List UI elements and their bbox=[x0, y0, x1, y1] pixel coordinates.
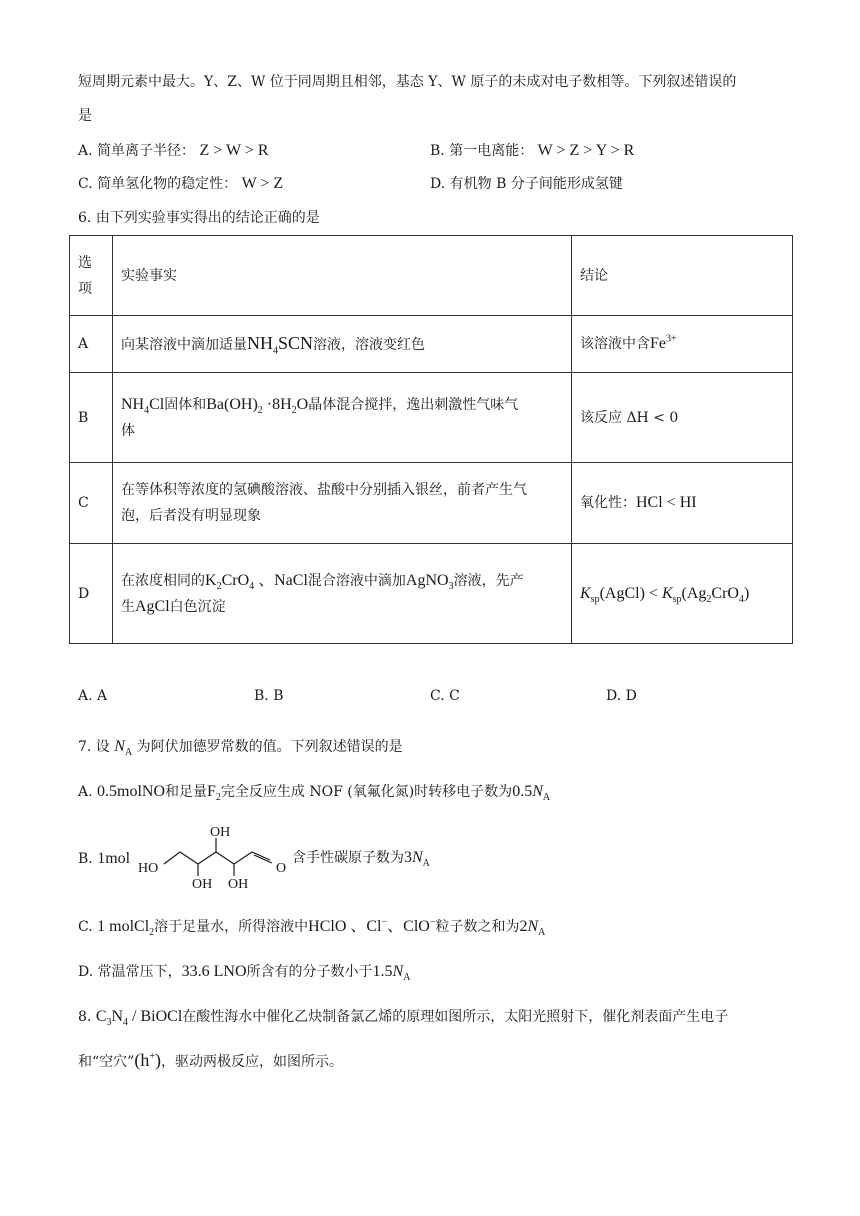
fact-text: 向某溶液中滴加适量 bbox=[121, 337, 247, 353]
row-key: A bbox=[70, 316, 113, 373]
q6-stem: 6. 由下列实验事实得出的结论正确的是 bbox=[78, 210, 320, 226]
formula-agno3: AgNO$_3$ bbox=[405, 571, 454, 592]
q6-option-a-prefix: A. bbox=[78, 688, 93, 704]
conclusion-math: HCl < HI bbox=[636, 494, 697, 511]
q5-option-b-math: W > Z > Y > R bbox=[537, 142, 635, 159]
q7-option-b-label: B. 1mol bbox=[78, 850, 131, 867]
table-header-row bbox=[70, 236, 793, 316]
row-key: B bbox=[70, 373, 113, 463]
fact-text: 混合溶液中滴加 bbox=[307, 572, 406, 589]
table-row bbox=[70, 373, 793, 463]
fact-text: 在等体积等浓度的氢碘酸溶液、盐酸中分别插入银丝，前者产生气 bbox=[121, 482, 527, 498]
header-conclusion: 结论 bbox=[572, 236, 793, 316]
header-option-char2: 项 bbox=[78, 280, 92, 297]
q5-option-c-label: C. 简单氢化物的稳定性： bbox=[78, 176, 238, 192]
table-row bbox=[70, 316, 793, 373]
o-label: O bbox=[276, 861, 287, 876]
fact-text: 溶液，先产 bbox=[453, 572, 524, 589]
q8-line2: 和“空穴”(h+)，驱动两极反应，如图所示。 bbox=[78, 1050, 343, 1070]
q5-option-b bbox=[430, 141, 634, 161]
row-conclusion: 该反应 ΔH < 0 bbox=[572, 373, 793, 463]
fact-text: 晶体混合搅拌，逸出刺激性气味气 bbox=[308, 396, 519, 413]
q7-option-b-text: 含手性碳原子数为$3N_A$ bbox=[292, 849, 430, 870]
row-fact bbox=[113, 463, 572, 544]
symbol-na: $N_A$ bbox=[114, 738, 133, 759]
q5-option-a-math: Z > W > R bbox=[199, 142, 269, 159]
header-fact: 实验事实 bbox=[113, 236, 572, 316]
q6-option-a[interactable] bbox=[78, 686, 107, 706]
row-key: C bbox=[70, 463, 113, 544]
experiment-table bbox=[69, 235, 793, 644]
ion-fe3: $Fe^{3+}$ bbox=[650, 333, 677, 352]
q7-stem-text: 为阿伏加德罗常数的值。下列叙述错误的是 bbox=[136, 739, 403, 755]
q7-option-d: D. 常温常压下，33.6 LNO所含有的分子数小于$1.5N_A$ bbox=[78, 963, 411, 984]
formula-baoh2: $Ba(OH)_2 \cdot 8H_2O$ bbox=[206, 395, 309, 416]
oh-label-top: OH bbox=[210, 825, 231, 840]
header-option-char1: 选 bbox=[78, 254, 92, 271]
conclusion-text: 氧化性： bbox=[580, 495, 636, 511]
table-row bbox=[70, 544, 793, 644]
q5-option-c-math: W > Z bbox=[241, 175, 284, 192]
row-conclusion bbox=[572, 463, 793, 544]
fact-text: 在浓度相同的 bbox=[121, 572, 205, 589]
fact-text: 溶液，溶液变红色 bbox=[313, 337, 426, 353]
fact-text: 生 bbox=[121, 598, 135, 615]
q7-option-a: A. 0.5molNO和足量$F_2$完全反应生成 NOF (氧氟化氮)时转移电子数为$0.5N_A$ bbox=[78, 783, 551, 804]
q7-stem bbox=[78, 737, 403, 757]
q7-option-c: C. 1 molCl$_2$溶于足量水，所得溶液中HClO 、Cl−、ClO−粒子数之和为$2N_A$ bbox=[78, 916, 546, 939]
ho-label: HO bbox=[138, 861, 159, 876]
q6-option-b[interactable]: B. B bbox=[254, 688, 284, 704]
fact-text: 泡，后者没有明显现象 bbox=[121, 508, 261, 524]
formula-nh4cl: $NH_4Cl$ bbox=[121, 395, 165, 416]
q8-line1: 8. $C_3N_4$ / BiOCl在酸性海水中催化乙炔制备氯乙烯的原理如图所示，太阳光照射下，催化剂表面产生电子 bbox=[78, 1008, 729, 1029]
row-fact bbox=[113, 544, 572, 644]
oh-label-right: OH bbox=[228, 877, 249, 892]
row-fact bbox=[113, 316, 572, 373]
ksp-comparison: $K_{sp}(AgCl) < K_{sp}(Ag_2CrO_4)$ bbox=[580, 584, 750, 605]
formula-k2cro4-nacl: $K_2CrO_4$ 、NaCl bbox=[205, 571, 308, 592]
q5-option-a bbox=[78, 141, 268, 161]
header-option bbox=[70, 236, 113, 316]
q6-option-d[interactable]: D. D bbox=[606, 688, 637, 704]
q5-stem-line1: 短周期元素中最大。Y、Z、W 位于同周期且相邻，基态 Y、W 原子的未成对电子数相等。下列叙述错误的 bbox=[78, 74, 737, 90]
q5-option-c bbox=[78, 174, 283, 194]
row-conclusion bbox=[572, 544, 793, 644]
row-conclusion bbox=[572, 316, 793, 373]
q5-option-d: D. 有机物 B 分子间能形成氢键 bbox=[430, 176, 623, 192]
table-row bbox=[70, 463, 793, 544]
q5-option-a-label: A. 简单离子半径： bbox=[78, 143, 196, 159]
formula-agcl: AgCl bbox=[135, 597, 170, 615]
row-fact bbox=[113, 373, 572, 463]
fact-text: 体 bbox=[121, 422, 135, 439]
q5-stem-line2: 是 bbox=[78, 108, 92, 124]
q6-option-c[interactable]: C. C bbox=[430, 688, 460, 704]
reagent-nh4scn: $NH_4SCN$ bbox=[247, 333, 314, 357]
q7-stem-text: 7. 设 bbox=[78, 739, 110, 755]
conclusion-text: 该溶液中含 bbox=[580, 336, 650, 352]
pentose-structure-diagram bbox=[136, 822, 296, 892]
row-key: D bbox=[70, 544, 113, 644]
q5-option-b-label: B. 第一电离能： bbox=[430, 143, 534, 159]
q6-option-a-text: A bbox=[97, 688, 108, 704]
fact-text: 固体和 bbox=[164, 396, 207, 413]
oh-label-mid: OH bbox=[192, 877, 213, 892]
fact-text: 白色沉淀 bbox=[169, 598, 226, 615]
